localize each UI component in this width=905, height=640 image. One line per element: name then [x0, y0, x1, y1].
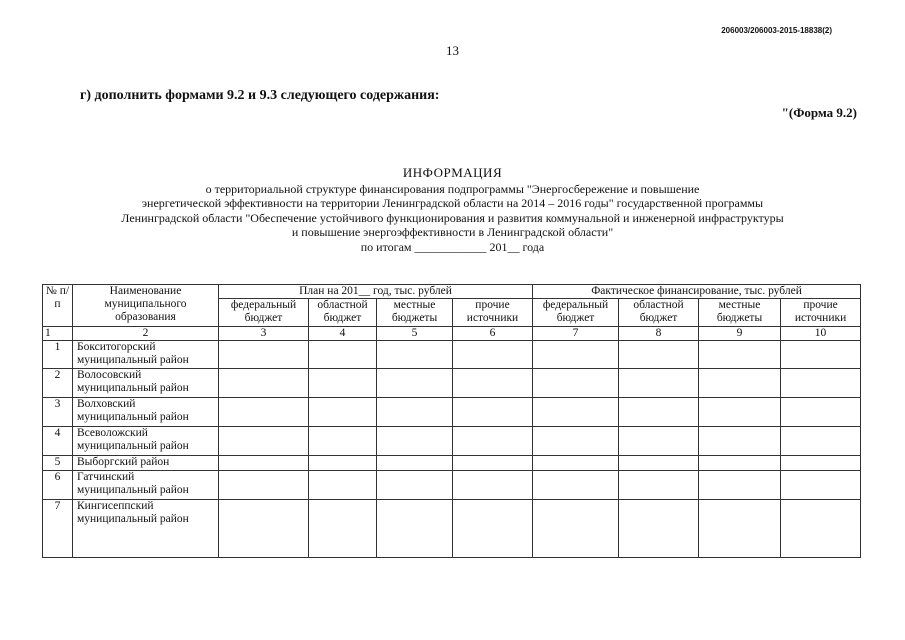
- title-heading: ИНФОРМАЦИЯ: [402, 165, 503, 180]
- row-number: 4: [43, 427, 73, 456]
- header-no: № п/п: [43, 285, 73, 327]
- column-number: 6: [453, 327, 533, 341]
- title-line: энергетической эффективности на территории Ленинградской области на 2014 – 2016 годы" государственной программы: [141, 196, 764, 210]
- header-fact-regional: областной бюджет: [619, 299, 699, 327]
- row-name: Бокситогорский муниципальный район: [73, 341, 219, 369]
- table-row: [43, 398, 861, 427]
- row-name: Волосовский муниципальный район: [73, 369, 219, 398]
- table-row: [43, 456, 861, 471]
- table-row: [43, 369, 861, 398]
- row-name: Волховский муниципальный район: [73, 398, 219, 427]
- title-line: о территориальной структуре финансирования подпрограммы "Энергосбережение и повышение: [205, 181, 700, 196]
- row-number: 3: [43, 398, 73, 427]
- header-name: Наименование муниципального образования: [73, 285, 219, 327]
- table-row: [43, 341, 861, 369]
- page-number: 13: [446, 43, 459, 58]
- row-name: Кингисеппский муниципальный район: [73, 500, 219, 558]
- row-name: Гатчинский муниципальный район: [73, 471, 219, 500]
- column-number: 5: [377, 327, 453, 341]
- header-plan-other: прочие источники: [453, 299, 533, 327]
- table-row: [43, 471, 861, 500]
- document-id: 206003/206003-2015-18838(2): [721, 26, 832, 35]
- header-plan-local: местные бюджеты: [377, 299, 453, 327]
- column-number: 2: [73, 327, 219, 341]
- title-line: по итогам ____________ 201__ года: [360, 239, 545, 254]
- intro-text: г) дополнить формами 9.2 и 9.3 следующего содержания:: [80, 88, 440, 103]
- table-row: [43, 500, 861, 558]
- header-fact-federal: федеральный бюджет: [533, 299, 619, 327]
- header-plan-federal: федеральный бюджет: [219, 299, 309, 327]
- table-row: [43, 427, 861, 456]
- row-name: Всеволожский муниципальный район: [73, 427, 219, 456]
- form-label: "(Форма 9.2): [781, 105, 857, 120]
- header-fact-group: Фактическое финансирование, тыс. рублей: [533, 285, 861, 299]
- header-plan-regional: областной бюджет: [309, 299, 377, 327]
- header-plan-group: План на 201__ год, тыс. рублей: [219, 285, 533, 299]
- row-number: 6: [43, 471, 73, 500]
- header-fact-local: местные бюджеты: [699, 299, 781, 327]
- row-number: 1: [43, 341, 73, 369]
- row-number: 2: [43, 369, 73, 398]
- column-number: 4: [309, 327, 377, 341]
- financing-table: [42, 284, 861, 558]
- row-number: 5: [43, 456, 73, 471]
- column-number: 7: [533, 327, 619, 341]
- row-number: 7: [43, 500, 73, 558]
- column-number: 10: [781, 327, 861, 341]
- title-block: [0, 166, 905, 254]
- header-fact-other: прочие источники: [781, 299, 861, 327]
- column-number: 9: [699, 327, 781, 341]
- column-number-row: [43, 327, 861, 341]
- title-line: и повышение энергоэффективности в Ленинградской области": [291, 225, 614, 239]
- column-number: 3: [219, 327, 309, 341]
- column-number: 1: [43, 327, 73, 341]
- row-name: Выборгский район: [73, 456, 219, 471]
- title-line: Ленинградской области "Обеспечение устойчивого функционирования и развития коммунальной и инженерной инфраструктуры: [121, 210, 784, 225]
- column-number: 8: [619, 327, 699, 341]
